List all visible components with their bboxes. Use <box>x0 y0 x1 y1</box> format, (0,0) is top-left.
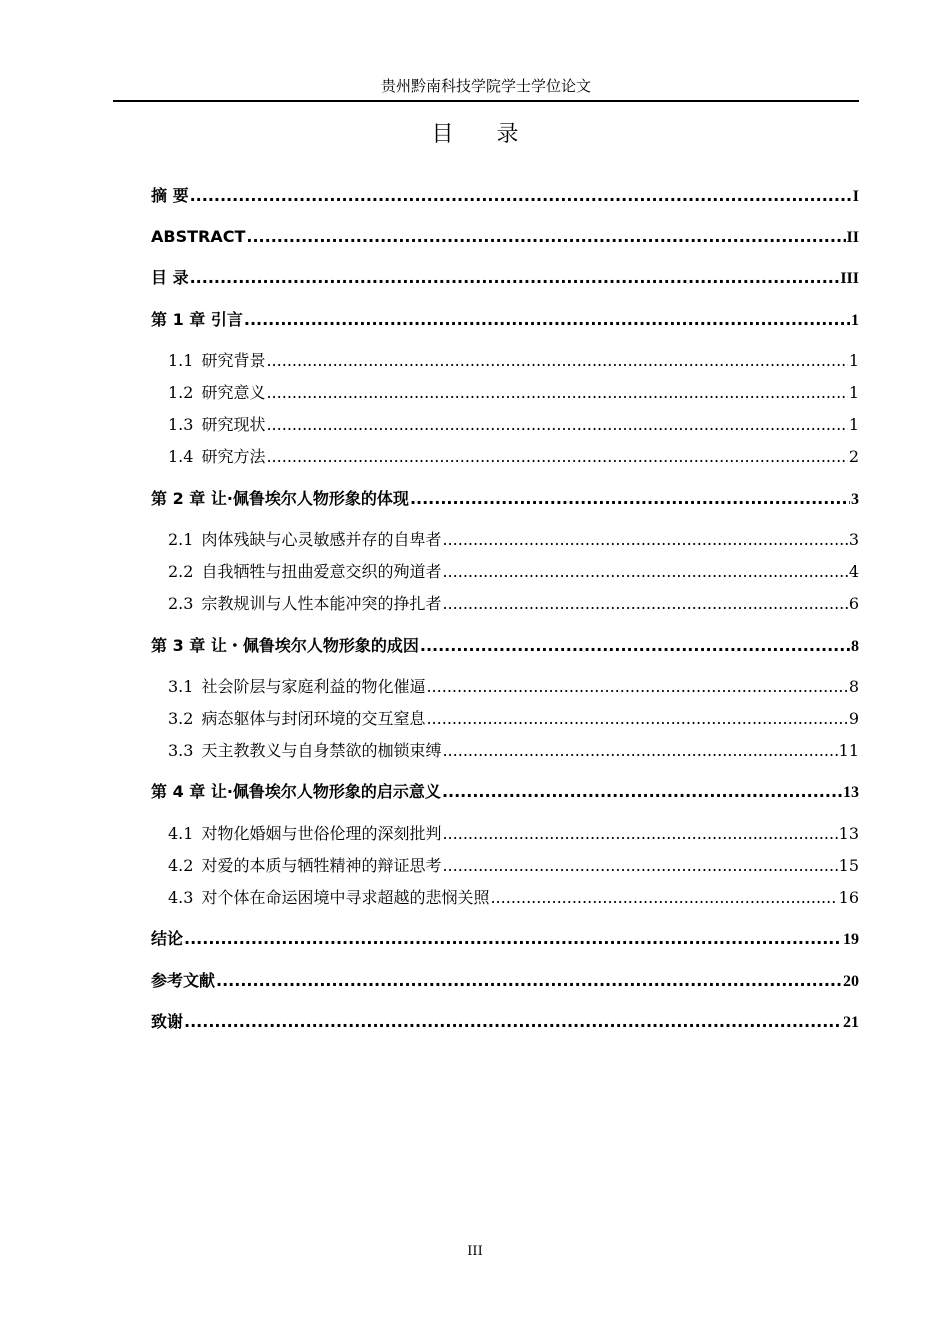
toc-entry[interactable] <box>151 308 859 332</box>
toc-entry[interactable] <box>151 184 859 208</box>
toc-entry-page: 1 <box>848 383 859 402</box>
toc-entry[interactable] <box>151 225 859 249</box>
dot-leader <box>184 1010 842 1034</box>
dot-leader <box>490 886 837 910</box>
toc-entry[interactable] <box>168 560 859 584</box>
toc-entry-number: 3.3 <box>168 741 194 760</box>
toc-entry-label: 研究背景 <box>201 351 266 370</box>
toc-entry-page: 1 <box>851 312 859 329</box>
toc-entry-page: I <box>852 188 859 205</box>
toc-title: 目 录 <box>431 122 537 147</box>
dot-leader <box>266 381 847 405</box>
toc-entry-label: 研究现状 <box>201 415 266 434</box>
toc-entry-number: 4.2 <box>168 856 194 875</box>
toc-entry-number: 1.4 <box>168 447 194 466</box>
toc-entry-label: 摘 要 <box>151 186 189 205</box>
toc-entry-page: 9 <box>848 709 859 728</box>
dot-leader <box>442 822 837 846</box>
dot-leader <box>426 675 847 699</box>
toc-entry-label: 致谢 <box>151 1012 184 1031</box>
toc-entry-label: 研究方法 <box>201 447 266 466</box>
dot-leader <box>442 739 837 763</box>
dot-leader <box>266 445 847 469</box>
toc-entry[interactable] <box>151 969 859 993</box>
toc-entry[interactable] <box>151 266 859 290</box>
toc-entry-label: 研究意义 <box>201 383 266 402</box>
toc-entry-label: 第 4 章 让·佩鲁埃尔人物形象的启示意义 <box>151 782 441 801</box>
toc-entry-page: 16 <box>838 888 859 907</box>
toc-entry-page: 8 <box>851 638 859 655</box>
toc-entry-label: 肉体残缺与心灵敏感并存的自卑者 <box>201 530 442 549</box>
page-number: III <box>467 1244 483 1259</box>
header-rule <box>113 100 859 102</box>
toc-entry[interactable] <box>168 413 859 437</box>
toc-entry-page: 4 <box>848 562 859 581</box>
dot-leader <box>216 969 842 993</box>
toc-entry-label: 对物化婚姻与世俗伦理的深刻批判 <box>201 824 442 843</box>
toc-entry-page: 3 <box>851 491 859 508</box>
toc-entry-page: 8 <box>848 677 859 696</box>
toc-entry[interactable] <box>151 780 859 804</box>
toc-entry-number: 2.2 <box>168 562 194 581</box>
dot-leader <box>246 225 845 249</box>
toc-entry[interactable] <box>168 886 859 910</box>
toc-entry-label: 第 2 章 让·佩鲁埃尔人物形象的体现 <box>151 489 409 508</box>
toc-entry-number: 4.1 <box>168 824 194 843</box>
dot-leader <box>442 780 842 804</box>
toc-entry[interactable] <box>151 634 859 658</box>
toc-entry[interactable] <box>168 822 859 846</box>
toc-entry[interactable] <box>168 707 859 731</box>
toc-entry-number: 1.1 <box>168 351 194 370</box>
dot-leader <box>190 184 852 208</box>
toc-entry-label: 第 1 章 引言 <box>151 310 243 329</box>
toc-entry[interactable] <box>168 445 859 469</box>
toc-entry-page: 19 <box>843 931 859 948</box>
toc-entry-page: 11 <box>838 741 859 760</box>
toc-entry-label: 宗教规训与人性本能冲突的挣扎者 <box>201 594 442 613</box>
toc-entry[interactable] <box>168 349 859 373</box>
dot-leader <box>442 560 847 584</box>
dot-leader <box>442 854 837 878</box>
toc-entry-page: III <box>840 270 859 287</box>
toc-entry-label: 天主教教义与自身禁欲的枷锁束缚 <box>201 741 442 760</box>
toc-entry-number: 2.1 <box>168 530 194 549</box>
toc-entry[interactable] <box>151 1010 859 1034</box>
toc-entry-label: 目 录 <box>151 268 189 287</box>
toc-entry-page: 21 <box>843 1014 859 1031</box>
toc-entry-label: 对个体在命运困境中寻求超越的悲悯关照 <box>201 888 490 907</box>
dot-leader <box>426 707 847 731</box>
toc-entry[interactable] <box>151 927 859 951</box>
dot-leader <box>442 592 847 616</box>
toc-entry-label: 结论 <box>151 929 184 948</box>
toc-entry-label: ABSTRACT <box>151 227 246 246</box>
toc-entry-number: 1.3 <box>168 415 194 434</box>
toc-entry[interactable] <box>168 381 859 405</box>
toc-entry-page: 1 <box>848 351 859 370</box>
toc-entry[interactable] <box>168 528 859 552</box>
toc-entry-page: 15 <box>838 856 859 875</box>
dot-leader <box>410 487 850 511</box>
toc-entry[interactable] <box>168 592 859 616</box>
dot-leader <box>420 634 850 658</box>
toc-entry-label: 病态躯体与封闭环境的交互窒息 <box>201 709 426 728</box>
toc-entry[interactable] <box>151 487 859 511</box>
dot-leader <box>184 927 842 951</box>
toc-entry[interactable] <box>168 675 859 699</box>
dot-leader <box>244 308 850 332</box>
toc-entry-label: 参考文献 <box>151 971 216 990</box>
dot-leader <box>442 528 847 552</box>
toc-entry-label: 第 3 章 让・佩鲁埃尔人物形象的成因 <box>151 636 419 655</box>
toc-entry-label: 对爱的本质与牺牲精神的辩证思考 <box>201 856 442 875</box>
toc-entry-page: 1 <box>848 415 859 434</box>
toc-entry-label: 自我牺牲与扭曲爱意交织的殉道者 <box>201 562 442 581</box>
toc-entry-number: 2.3 <box>168 594 194 613</box>
toc-entry-page: 13 <box>843 784 859 801</box>
toc-entry-number: 1.2 <box>168 383 194 402</box>
toc-entry[interactable] <box>168 854 859 878</box>
toc-entry-number: 3.1 <box>168 677 194 696</box>
toc-entry-page: 20 <box>843 973 859 990</box>
dot-leader <box>266 349 847 373</box>
toc-entry-page: 13 <box>838 824 859 843</box>
dot-leader <box>266 413 847 437</box>
toc-entry-number: 3.2 <box>168 709 194 728</box>
toc-entry[interactable] <box>168 739 859 763</box>
running-header: 贵州黔南科技学院学士学位论文 <box>380 77 591 95</box>
dot-leader <box>190 266 840 290</box>
toc-entry-page: 6 <box>848 594 859 613</box>
toc-entry-number: 4.3 <box>168 888 194 907</box>
toc-entry-label: 社会阶层与家庭利益的物化催逼 <box>201 677 426 696</box>
toc-entry-page: II <box>846 229 859 246</box>
toc-entry-page: 3 <box>848 530 859 549</box>
toc-entry-page: 2 <box>848 447 859 466</box>
